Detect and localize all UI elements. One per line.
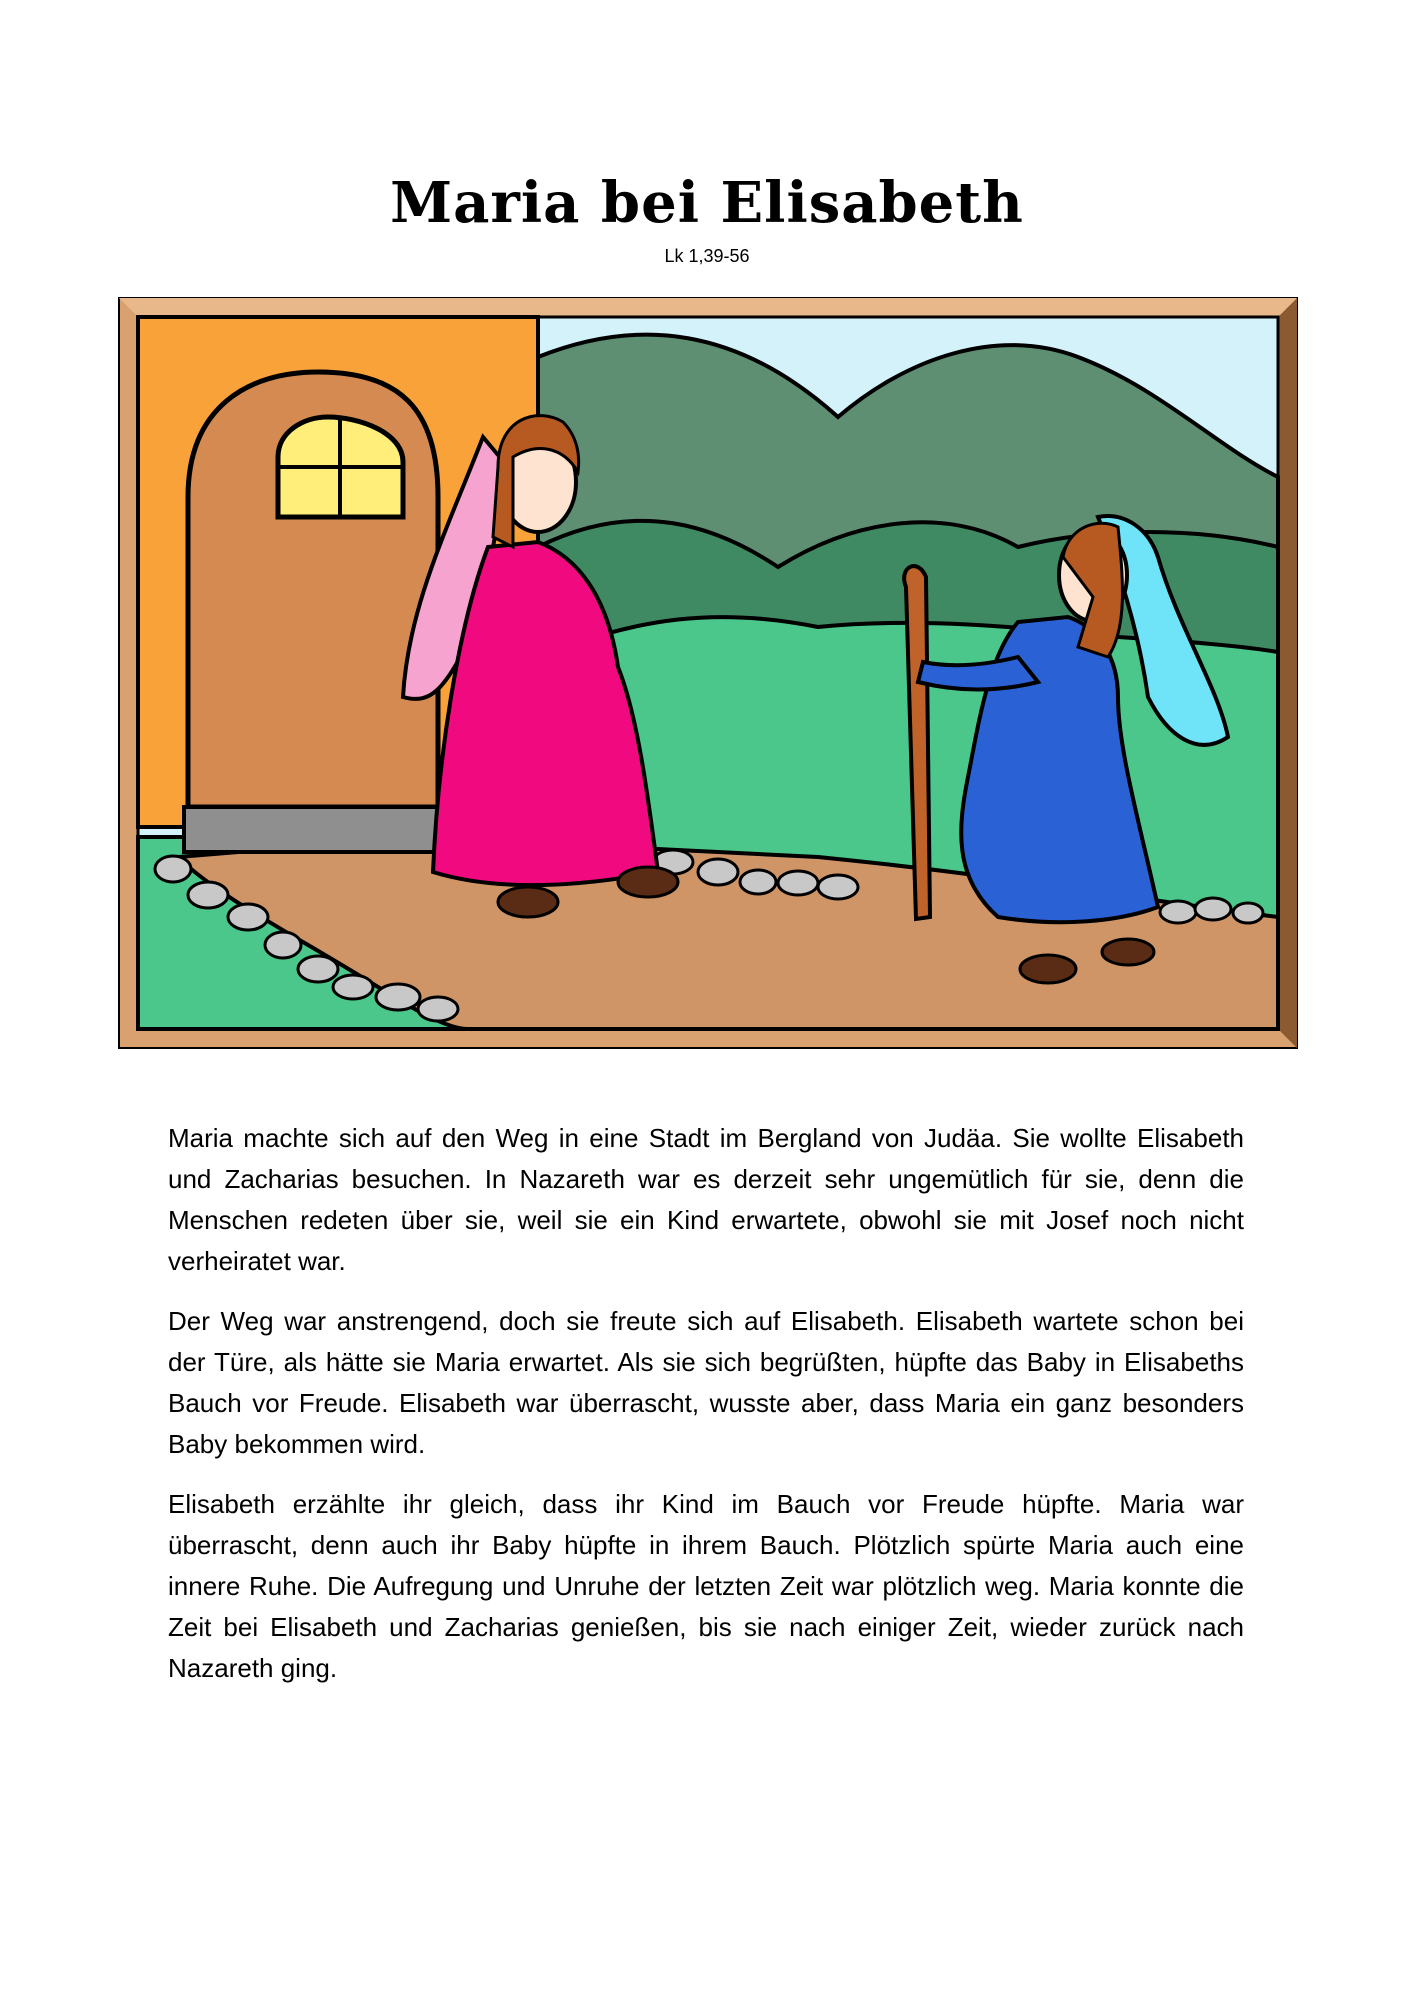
elisabeth-shoe-right xyxy=(618,867,678,897)
bible-reference: Lk 1,39-56 xyxy=(664,246,750,266)
story-paragraph-1: Maria machte sich auf den Weg in eine Stadt im Bergland von Judäa. Sie wollte Elisabeth und Zacharias besuchen. In Nazareth war es derzeit sehr ungemütlich für sie, denn die Menschen redeten über sie, weil sie ein Kind erwartete, obwohl sie mit Josef noch nicht verheiratet war. xyxy=(168,1123,1244,1276)
elisabeth-shoe-left xyxy=(498,887,558,917)
door-step xyxy=(184,807,444,852)
illustration-scene xyxy=(119,298,1297,1048)
story-paragraph-3: Elisabeth erzählte ihr gleich, dass ihr Kind im Bauch vor Freude hüpfte. Maria war überrascht, denn auch ihr Baby hüpfte in ihrem Bauch. Plötzlich spürte Maria auch eine innere Ruhe. Die Aufregung und Unruhe der letzten Zeit war plötzlich weg. Maria konnte die Zeit bei Elisabeth und Zacharias genießen, bis sie nach einiger Zeit, wieder zurück nach Nazareth ging. xyxy=(168,1489,1244,1683)
story-paragraph-2: Der Weg war anstrengend, doch sie freute sich auf Elisabeth. Elisabeth wartete schon bei der Türe, als hätte sie Maria erwartet. Als sie sich begrüßten, hüpfte das Baby in Elisabeths Bauch vor Freude. Elisabeth war überrascht, wusste aber, dass Maria ein ganz besonders Baby bekommen wird. xyxy=(168,1306,1244,1459)
story-text xyxy=(168,1118,1244,1708)
maria-shoe-left xyxy=(1020,955,1076,983)
frame-shade-top xyxy=(119,298,1297,317)
maria-shoe-right xyxy=(1102,939,1154,965)
page-title: Maria bei Elisabeth xyxy=(390,170,1024,236)
frame-shade-right xyxy=(1278,298,1297,1048)
story-illustration xyxy=(118,297,1298,1049)
